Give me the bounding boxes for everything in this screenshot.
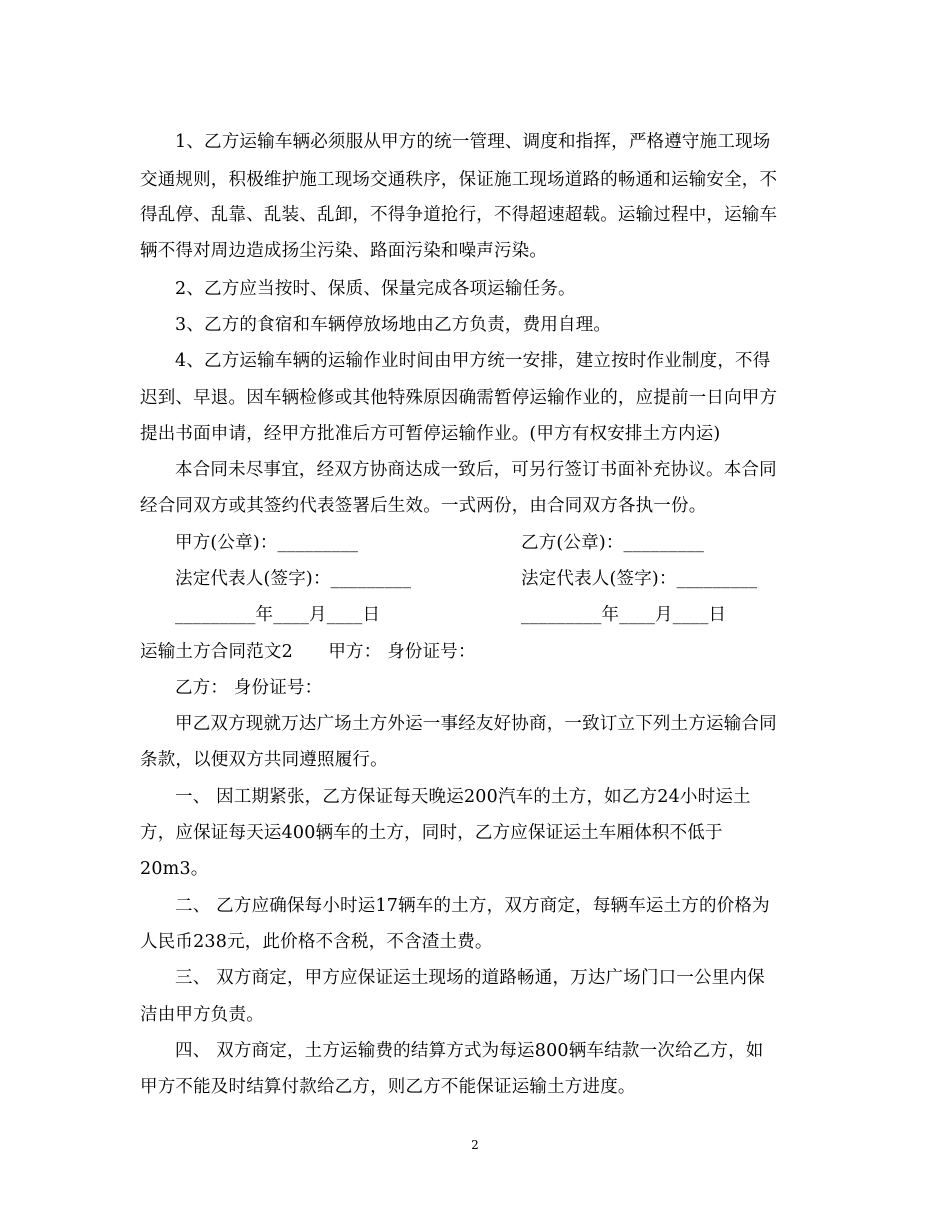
- party-a-seal-line: 甲方(公章)：_________: [175, 533, 359, 553]
- paragraph-line: 本合同未尽事宜，经双方协商达成一致后，可另行签订书面补充协议。本合同: [175, 460, 777, 480]
- paragraph-line: 提出书面申请，经甲方批准后方可暂停运输作业。(甲方有权安排土方内运): [140, 424, 721, 444]
- paragraph-line: 2、乙方应当按时、保质、保量完成各项运输任务。: [175, 279, 576, 299]
- paragraph-line: 4、乙方运输车辆的运输作业时间由甲方统一安排，建立按时作业制度，不得: [175, 351, 771, 371]
- party-a-representative-line: 法定代表人(签字)：_________: [175, 569, 412, 589]
- paragraph-line: 方，应保证每天运400辆车的土方，同时，乙方应保证运土车厢体积不低于: [140, 823, 723, 843]
- paragraph-line: 人民币238元，此价格不含税，不含渣土费。: [140, 932, 493, 952]
- paragraph-line: 三、 双方商定，甲方应保证运土现场的道路畅通，万达广场门口一公里内保: [175, 968, 765, 988]
- paragraph-line: 辆不得对周边造成扬尘污染、路面污染和噪声污染。: [140, 241, 548, 261]
- page-number: 2: [471, 1138, 479, 1152]
- paragraph-line: 四、 双方商定，土方运输费的结算方式为每运800辆车结款一次给乙方，如: [175, 1041, 764, 1061]
- paragraph-line: 得乱停、乱靠、乱装、乱卸，不得争道抢行，不得超速超载。运输过程中，运输车: [140, 205, 778, 225]
- party-b-date-line: _________年____月____日: [521, 605, 727, 625]
- paragraph-line: 二、 乙方应确保每小时运17辆车的土方，双方商定，每辆车运土方的价格为: [175, 896, 770, 916]
- paragraph-line: 甲乙双方现就万达广场土方外运一事经友好协商，一致订立下列土方运输合同: [175, 714, 777, 734]
- contract-title-line: 运输土方合同范文2 甲方： 身份证号：: [140, 642, 476, 662]
- paragraph-line: 洁由甲方负责。: [140, 1005, 264, 1025]
- paragraph-line: 经合同双方或其签约代表签署后生效。一式两份，由合同双方各执一份。: [140, 496, 707, 516]
- party-b-seal-line: 乙方(公章)：_________: [521, 533, 705, 553]
- paragraph-line: 3、乙方的食宿和车辆停放场地由乙方负责，费用自理。: [175, 315, 612, 335]
- paragraph-line: 20m3。: [140, 859, 209, 879]
- paragraph-line: 迟到、早退。因车辆检修或其他特殊原因确需暂停运输作业的，应提前一日向甲方: [140, 388, 778, 408]
- paragraph-line: 1、乙方运输车辆必须服从甲方的统一管理、调度和指挥，严格遵守施工现场: [175, 132, 771, 152]
- paragraph-line: 一、 因工期紧张，乙方保证每天晚运200汽车的土方，如乙方24小时运土: [175, 787, 751, 807]
- paragraph-line: 条款，以便双方共同遵照履行。: [140, 750, 388, 770]
- paragraph-line: 交通规则，积极维护施工现场交通秩序，保证施工现场道路的畅通和运输安全，不: [140, 170, 778, 190]
- party-b-id-line: 乙方： 身份证号：: [175, 678, 323, 698]
- party-b-representative-line: 法定代表人(签字)：_________: [521, 569, 758, 589]
- party-a-date-line: _________年____月____日: [175, 605, 381, 625]
- paragraph-line: 甲方不能及时结算付款给乙方，则乙方不能保证运输土方进度。: [140, 1077, 636, 1097]
